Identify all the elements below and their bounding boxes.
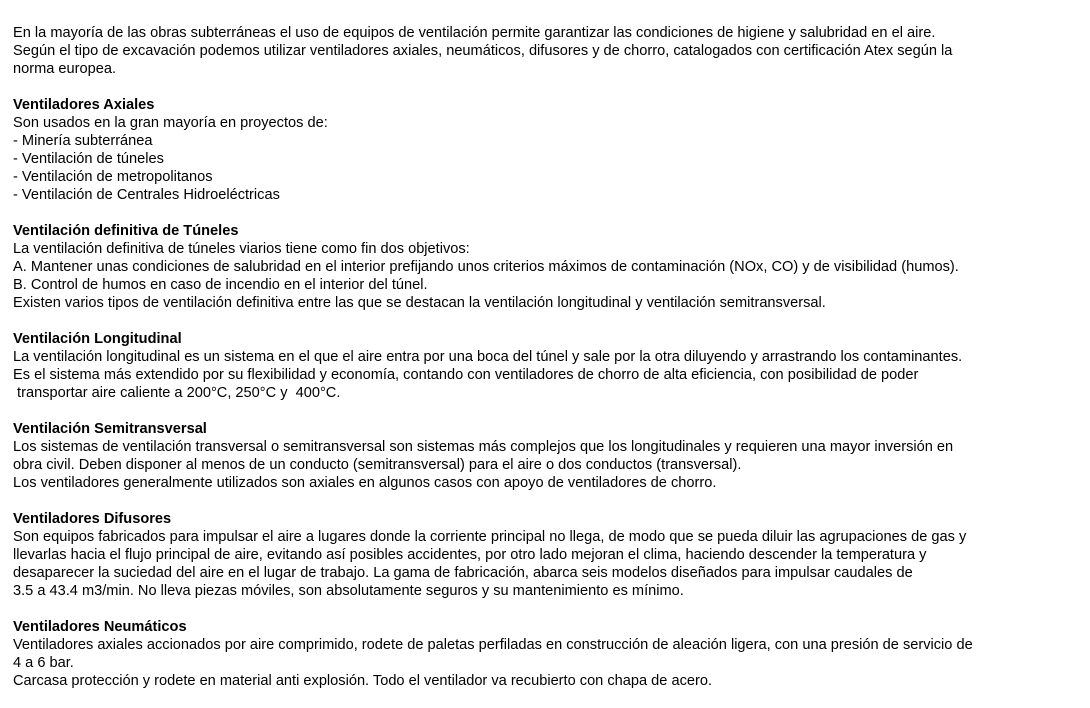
axiales-list-item: - Ventilación de Centrales Hidroeléctricas: [13, 187, 280, 203]
definitiva-line: A. Mantener unas condiciones de salubridad en el interior prefijando unos criterios máximos de contaminación (NOx, CO) y de visibilidad (humos).: [13, 259, 959, 275]
neumaticos-section: [13, 618, 1078, 690]
semitransversal-line: Los ventiladores generalmente utilizados son axiales en algunos casos con apoyo de ventiladores de chorro.: [13, 475, 717, 491]
neumaticos-line: Carcasa protección y rodete en material anti explosión. Todo el ventilador va recubierto con chapa de acero.: [13, 673, 713, 689]
neumaticos-heading: Ventiladores Neumáticos: [13, 619, 187, 635]
intro-line: En la mayoría de las obras subterráneas el uso de equipos de ventilación permite garantizar las condiciones de higiene y salubridad en el aire.: [13, 25, 936, 41]
intro-section: [13, 24, 1078, 78]
longitudinal-line: transportar aire caliente a 200°C, 250°C y 400°C.: [13, 385, 341, 401]
longitudinal-section: [13, 330, 1078, 402]
semitransversal-line: obra civil. Deben disponer al menos de un conducto (semitransversal) para el aire o dos conductos (transversal).: [13, 457, 742, 473]
difusores-line: 3.5 a 43.4 m3/min. No lleva piezas móviles, son absolutamente seguros y su mantenimiento es mínimo.: [13, 583, 684, 599]
difusores-line: desaparecer la suciedad del aire en el lugar de trabajo. La gama de fabricación, abarca seis modelos diseñados para impulsar caudales de: [13, 565, 913, 581]
semitransversal-section: [13, 420, 1078, 492]
longitudinal-line: La ventilación longitudinal es un sistema en el que el aire entra por una boca del túnel y sale por la otra diluyendo y arrastrando los contaminantes.: [13, 349, 963, 365]
semitransversal-line: Los sistemas de ventilación transversal o semitransversal son sistemas más complejos que los longitudinales y requieren una mayor inversión en: [13, 439, 954, 455]
difusores-heading: Ventiladores Difusores: [13, 511, 172, 527]
definitiva-section: [13, 222, 1078, 312]
semitransversal-heading: Ventilación Semitransversal: [13, 421, 207, 437]
intro-line: Según el tipo de excavación podemos utilizar ventiladores axiales, neumáticos, difusores y de chorro, catalogados con certificación Atex según la: [13, 43, 953, 59]
difusores-line: Son equipos fabricados para impulsar el aire a lugares donde la corriente principal no llega, de modo que se pueda diluir las agrupaciones de gas y: [13, 529, 967, 545]
axiales-heading: Ventiladores Axiales: [13, 97, 155, 113]
longitudinal-heading: Ventilación Longitudinal: [13, 331, 182, 347]
axiales-list-item: - Minería subterránea: [13, 133, 153, 149]
difusores-line: llevarlas hacia el flujo principal de aire, evitando así posibles accidentes, por otro lado mejoran el clima, haciendo descender la temperatura y: [13, 547, 927, 563]
difusores-section: [13, 510, 1078, 600]
definitiva-line: B. Control de humos en caso de incendio en el interior del túnel.: [13, 277, 428, 293]
neumaticos-line: 4 a 6 bar.: [13, 655, 74, 671]
axiales-line: Son usados en la gran mayoría en proyectos de:: [13, 115, 328, 131]
neumaticos-line: Ventiladores axiales accionados por aire comprimido, rodete de paletas perfiladas en construcción de aleación ligera, con una presión de servicio de: [13, 637, 973, 653]
definitiva-heading: Ventilación definitiva de Túneles: [13, 223, 239, 239]
axiales-section: [13, 96, 1078, 204]
intro-line: norma europea.: [13, 61, 117, 77]
definitiva-line: Existen varios tipos de ventilación definitiva entre las que se destacan la ventilación longitudinal y ventilación semitransversal.: [13, 295, 826, 311]
definitiva-line: La ventilación definitiva de túneles viarios tiene como fin dos objetivos:: [13, 241, 470, 257]
axiales-list-item: - Ventilación de metropolitanos: [13, 169, 213, 185]
longitudinal-line: Es el sistema más extendido por su flexibilidad y economía, contando con ventiladores de chorro de alta eficiencia, con posibilidad de poder: [13, 367, 919, 383]
axiales-list-item: - Ventilación de túneles: [13, 151, 164, 167]
